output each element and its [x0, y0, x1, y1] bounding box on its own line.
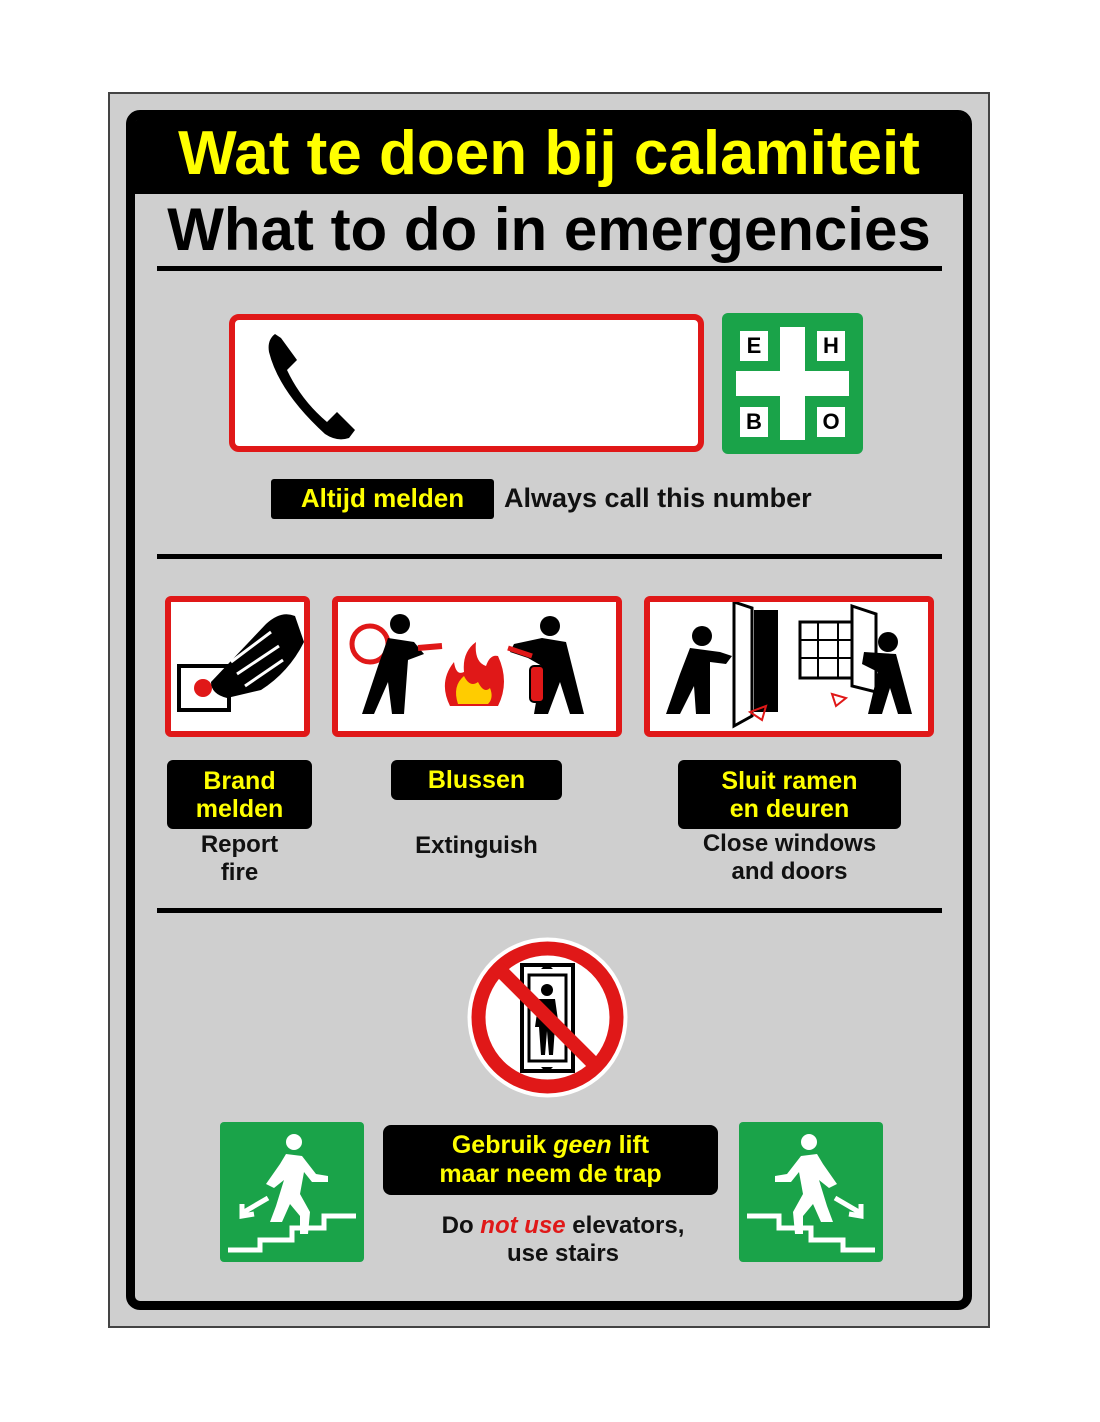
ehbo-letter-e: E — [746, 333, 762, 358]
close-doors-label-dutch-line1: Sluit ramen — [721, 767, 858, 795]
call-label-english: Always call this number — [504, 483, 812, 513]
report-fire-label-dutch-line2: melden — [195, 795, 284, 823]
text-part: Gebruik — [451, 1131, 554, 1159]
text-part: lift — [611, 1131, 650, 1159]
use-stairs-label-english-line2: use stairs — [506, 1240, 620, 1267]
phone-number-box — [229, 314, 704, 452]
close-doors-pictogram — [644, 596, 934, 737]
telephone-handset-icon — [235, 320, 698, 446]
text-part: elevators, — [565, 1212, 685, 1239]
fire-alarm-button-icon — [171, 602, 304, 731]
close-doors-label-dutch-line2: en deuren — [729, 795, 850, 823]
extinguish-label-dutch — [391, 760, 562, 800]
close-doors-windows-icon — [650, 602, 928, 731]
divider — [157, 266, 942, 271]
extinguish-label-dutch-line1: Blussen — [427, 766, 526, 794]
use-stairs-label-english — [383, 1212, 743, 1268]
running-man-stairs-icon — [220, 1122, 364, 1262]
fire-extinguisher-icon — [338, 602, 616, 731]
call-label-dutch: Altijd melden — [271, 479, 494, 519]
use-stairs-label-dutch — [383, 1125, 718, 1195]
running-man-stairs-icon — [739, 1122, 883, 1262]
emergency-stairs-down-right-sign — [739, 1122, 883, 1262]
emphasis-geen: geen — [553, 1131, 612, 1159]
ehbo-letter-b: B — [746, 409, 762, 434]
close-doors-label-english — [668, 830, 911, 886]
ehbo-letter-h: H — [823, 333, 839, 358]
extinguish-label-english — [376, 832, 577, 860]
use-stairs-label-english-line1 — [383, 1212, 743, 1240]
first-aid-ehbo-sign — [722, 313, 863, 454]
divider — [157, 908, 942, 913]
extinguish-label-english-line1: Extinguish — [415, 832, 538, 859]
use-stairs-label-dutch-line2: maar neem de trap — [439, 1160, 662, 1188]
title-dutch: Wat te doen bij calamiteit — [178, 119, 920, 188]
title-english: What to do in emergencies — [167, 196, 931, 263]
close-doors-label-dutch — [678, 760, 901, 829]
use-stairs-label-dutch-line1 — [383, 1125, 718, 1160]
report-fire-label-english-line2: fire — [220, 859, 259, 886]
close-doors-label-english-line2: and doors — [731, 858, 848, 885]
report-fire-pictogram — [165, 596, 310, 737]
divider — [157, 554, 942, 559]
emergency-stairs-down-left-sign — [220, 1122, 364, 1262]
text-part: Do — [441, 1212, 481, 1239]
report-fire-label-english-line1: Report — [200, 831, 279, 858]
no-elevator-icon — [465, 935, 630, 1100]
report-fire-label-dutch — [167, 760, 312, 829]
no-elevator-sign — [465, 935, 630, 1100]
extinguish-pictogram — [332, 596, 622, 737]
ehbo-letter-o: O — [822, 409, 840, 434]
report-fire-label-dutch-line1: Brand — [203, 767, 276, 795]
report-fire-label-english — [167, 831, 312, 887]
close-doors-label-english-line1: Close windows — [702, 830, 877, 857]
emphasis-not-use: not use — [480, 1212, 566, 1239]
